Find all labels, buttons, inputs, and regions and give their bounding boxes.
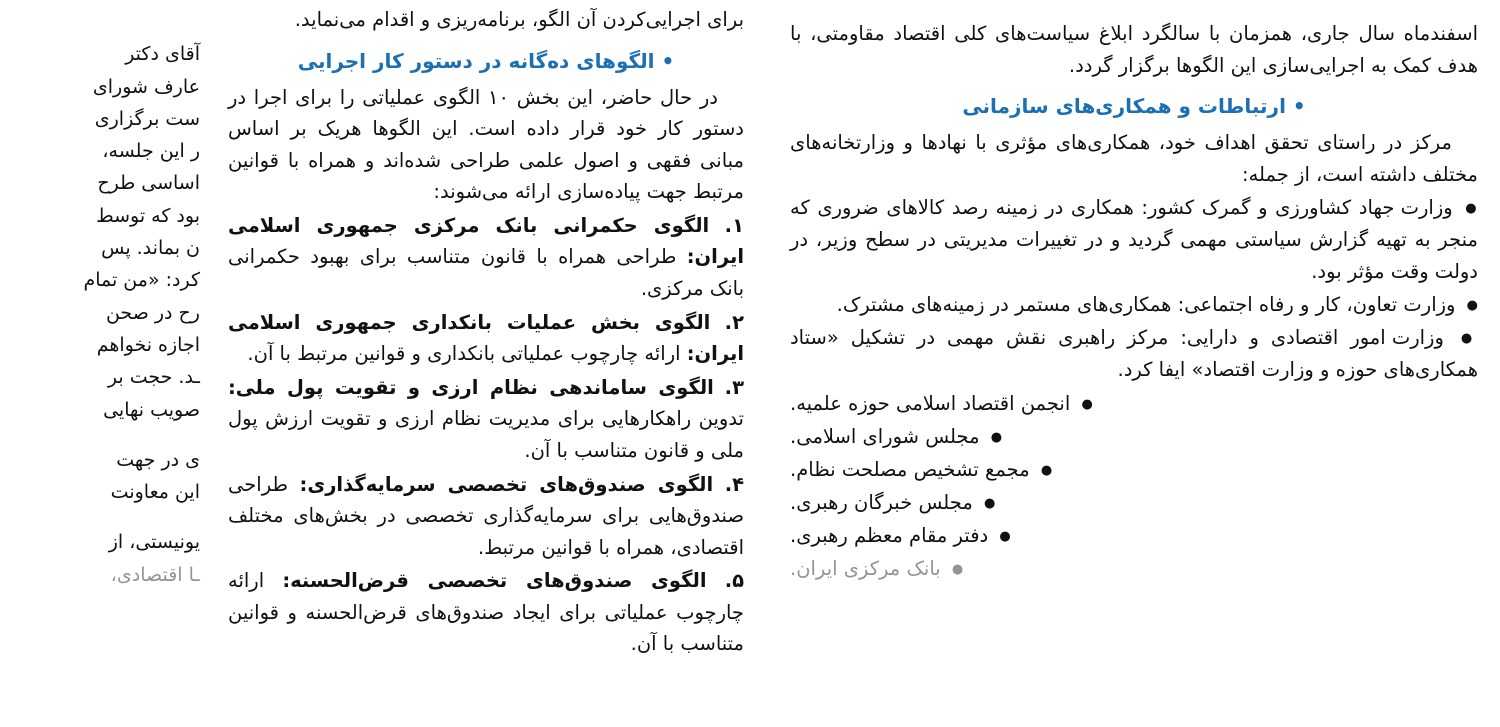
right-spacer xyxy=(6,426,200,444)
item-text: ارائه چارچوب عملیاتی بانکداری و قوانین مرتبط با آن. xyxy=(247,342,681,366)
bullet-text: وزارت امور اقتصادی و دارایی: مرکز راهبری نقش مهمی در تشکیل «ستاد همکاری‌های حوزه و وزارت اقتصاد» ایفا کرد. xyxy=(790,326,1478,382)
bullet-text: وزارت جهاد کشاورزی و گمرک کشور: همکاری در زمینه رصد کالاهای ضروری که منجر به تهیه گزارش سیاستی مهمی گردید و در تغییرات مدیریتی در سطح وزیر، در دولت وقت مؤثر بود. xyxy=(790,196,1478,284)
right-partial-column xyxy=(0,0,210,727)
item-text: طراحی همراه با قانون متناسب برای بهبود حکمرانی بانک مرکزی. xyxy=(228,245,744,301)
middle-column xyxy=(210,0,770,727)
right-line: یونیستی، از xyxy=(108,531,200,554)
bullet-dot-icon: ● xyxy=(1040,463,1053,479)
list-item xyxy=(790,454,1478,486)
list-item xyxy=(228,372,744,467)
item-title: الگوی بخش عملیات بانکداری جمهوری اسلامی ایران: xyxy=(228,310,744,366)
list-item-cut xyxy=(790,553,1478,580)
item-title: الگوی ساماندهی نظام ارزی و تقویت پول ملی: xyxy=(228,375,714,399)
list-item xyxy=(790,192,1478,288)
bullet-text: وزارت تعاون، کار و رفاه اجتماعی: همکاری‌های مستمر در زمینه‌های مشترک. xyxy=(836,293,1456,317)
item-text: طراحی صندوق‌هایی برای سرمایه‌گذاری تخصصی در بخش‌های مختلف اقتصادی، همراه با قوانین مرتبط. xyxy=(228,472,744,559)
list-item xyxy=(790,520,1478,552)
right-line: ست برگزاری xyxy=(94,107,200,130)
right-line: ـا اقتصادی، xyxy=(110,563,200,586)
right-line: ن بماند. پس xyxy=(101,237,200,260)
bullet-text: انجمن اقتصاد اسلامی حوزه علمیه. xyxy=(790,392,1071,416)
left-top-paragraph: اسفندماه سال جاری، همزمان با سالگرد ابلاغ سیاست‌های کلی اقتصاد مقاومتی، با هدف کمک به اجرایی‌سازی این الگوها برگزار گردد. xyxy=(790,22,1478,77)
item-number: ۱. xyxy=(724,213,744,237)
left-bullet-list xyxy=(790,192,1478,386)
right-line: صویب نهایی xyxy=(103,398,200,421)
item-number: ۳. xyxy=(724,375,744,399)
list-item xyxy=(228,565,744,660)
bullet-dot-icon: ● xyxy=(1466,298,1478,314)
item-number: ۲. xyxy=(724,310,744,334)
bullet-dot-icon: ● xyxy=(1460,331,1479,347)
left-intro-paragraph: مرکز در راستای تحقق اهداف خود، همکاری‌های مؤثری با نهادها و وزارتخانه‌های مختلف داشته است، از جمله: xyxy=(790,131,1478,186)
bullet-text: مجلس خبرگان رهبری. xyxy=(790,491,973,515)
item-number: ۴. xyxy=(724,472,745,496)
right-line: کرد: «من تمام xyxy=(83,269,200,292)
right-line: بود که توسط xyxy=(96,204,200,227)
list-item xyxy=(790,421,1478,453)
bullet-dot-icon: ● xyxy=(984,496,996,512)
middle-section-heading: • الگوهای ده‌گانه در دستور کار اجرایی xyxy=(297,48,675,73)
left-short-bullet-list xyxy=(790,388,1478,580)
list-item xyxy=(790,388,1478,420)
bullet-dot-icon: ● xyxy=(999,529,1011,544)
bullet-dot-icon: ● xyxy=(951,561,964,577)
list-item xyxy=(790,487,1478,519)
right-line: این معاونت xyxy=(110,481,200,504)
middle-top-paragraph: برای اجرایی‌کردن آن الگو، برنامه‌ریزی و اقدام می‌نماید. xyxy=(294,8,744,31)
right-line: رح در صحن xyxy=(105,301,200,324)
item-title: الگوی صندوق‌های تخصصی سرمایه‌گذاری: xyxy=(299,472,714,496)
item-title: الگوی صندوق‌های تخصصی قرض‌الحسنه: xyxy=(282,569,707,593)
right-line: عارف شورای xyxy=(92,75,200,98)
right-line: اجازه نخواهم xyxy=(96,333,200,356)
right-line: آقای دکتر xyxy=(125,43,200,66)
middle-intro-paragraph: در حال حاضر، این بخش ۱۰ الگوی عملیاتی را برای اجرا در دستور کار خود قرار داده است. این الگوها هریک بر اساس مبانی فقهی و اصول علمی طراحی شده‌اند و همراه با قوانین مرتبط جهت پیاده‌سازی ارائه می‌شوند: xyxy=(228,85,744,204)
right-line: ی در جهت xyxy=(116,448,200,471)
left-column xyxy=(770,0,1500,727)
left-cut-line-top xyxy=(790,4,1478,18)
item-text: ارائه چارچوب عملیاتی برای ایجاد صندوق‌های قرض‌الحسنه و قوانین متناسب با آن. xyxy=(228,569,744,656)
bullet-dot-icon: ● xyxy=(1081,397,1093,413)
list-item xyxy=(228,469,744,564)
list-item xyxy=(790,322,1478,386)
bullet-dot-icon: ● xyxy=(990,430,1003,446)
list-item xyxy=(228,210,744,305)
list-item xyxy=(790,289,1478,321)
right-spacer xyxy=(6,508,200,526)
list-item xyxy=(228,307,744,370)
item-number: ۵. xyxy=(724,569,745,593)
item-title: الگوی حکمرانی بانک مرکزی جمهوری اسلامی ایران: xyxy=(228,213,744,269)
bullet-text: دفتر مقام معظم رهبری. xyxy=(790,524,989,547)
item-text: تدوین راهکارهایی برای مدیریت نظام ارزی و تقویت ارزش پول ملی و قانون متناسب با آن. xyxy=(228,407,744,462)
right-line: ر این جلسه، xyxy=(102,140,200,163)
right-line: ـد. حجت بر xyxy=(107,366,200,389)
bullet-text: مجمع تشخیص مصلحت نظام. xyxy=(790,458,1030,482)
bullet-text: مجلس شورای اسلامی. xyxy=(790,425,980,449)
bullet-dot-icon: ● xyxy=(1465,201,1479,217)
right-line: اساسی طرح xyxy=(97,172,200,195)
left-section-heading: • ارتباطات و همکاری‌های سازمانی xyxy=(962,94,1306,119)
right-cut-line xyxy=(6,6,200,38)
bullet-text: بانک مرکزی ایران. xyxy=(790,556,941,580)
